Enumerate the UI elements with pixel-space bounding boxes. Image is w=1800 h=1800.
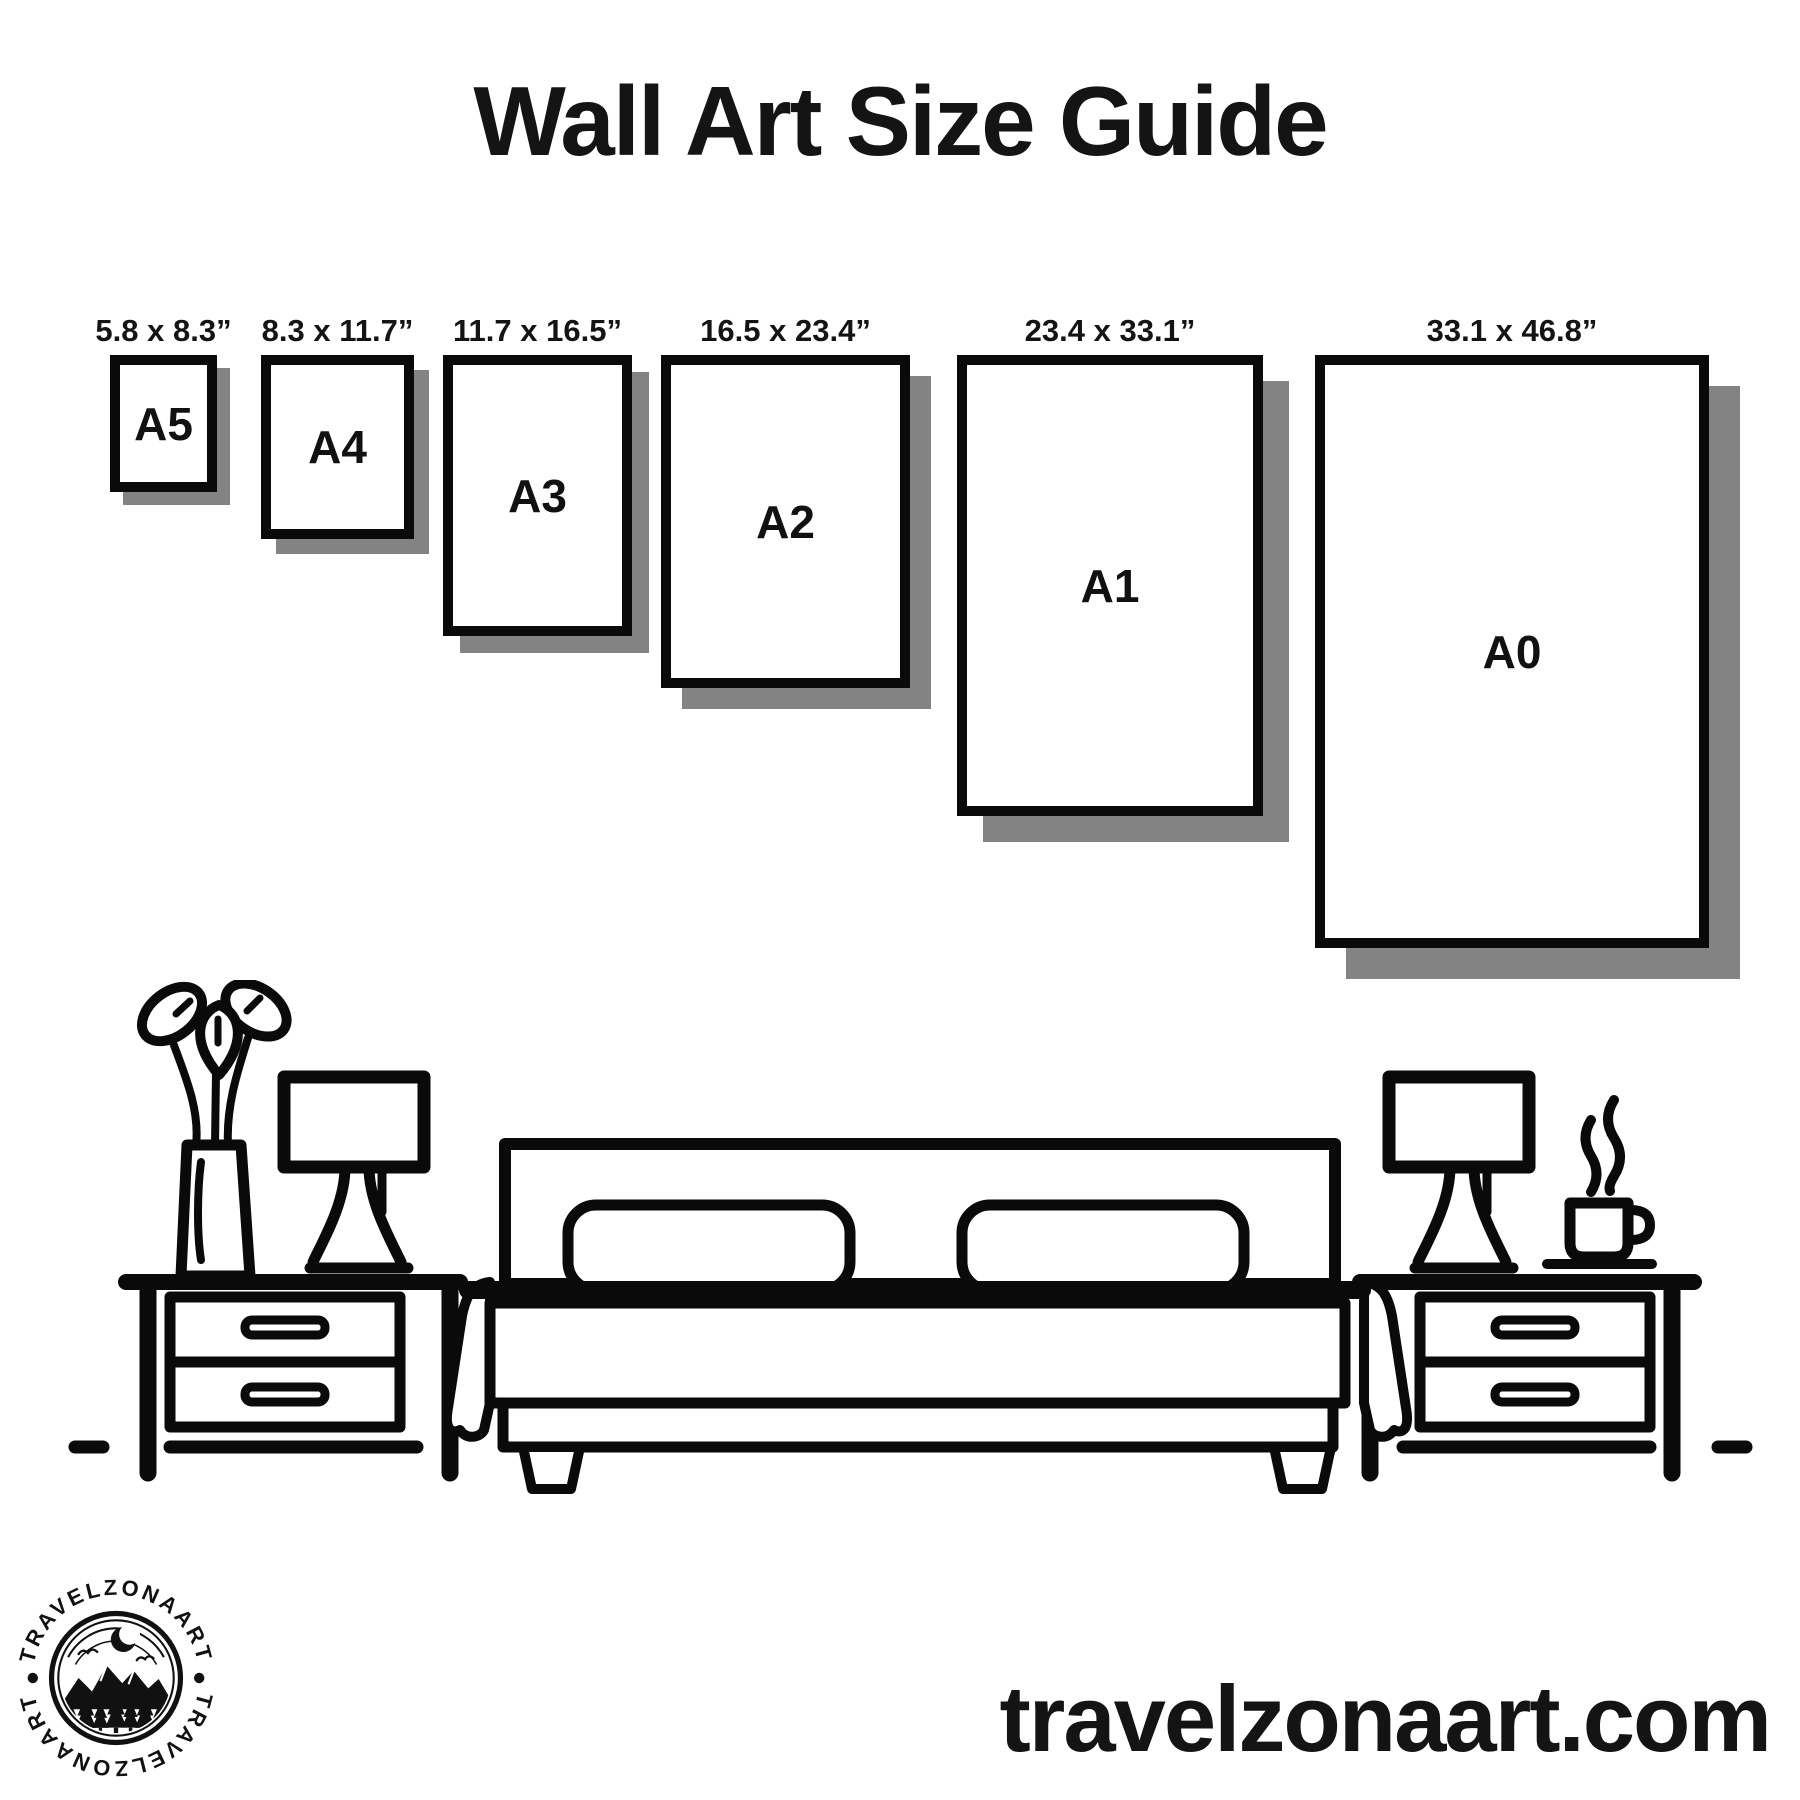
logo-brand-text-top: TRAVELZONAART [14, 1574, 218, 1666]
size-code-a2: A2 [756, 495, 815, 548]
page-title: Wall Art Size Guide [473, 66, 1327, 176]
logo-brand-text-bottom: TRAVELZONAART [14, 1690, 218, 1782]
blanket [490, 1303, 1345, 1403]
size-frame-a5 [95, 313, 232, 492]
size-dimensions-a1: 23.4 x 33.1” [1024, 313, 1196, 348]
size-dimensions-a2: 16.5 x 23.4” [700, 313, 871, 348]
logo-dot-right [194, 1673, 204, 1683]
size-code-a4: A4 [308, 421, 367, 473]
lamp-shade [284, 1077, 424, 1167]
size-code-a3: A3 [508, 469, 567, 522]
size-code-a0: A0 [1482, 625, 1542, 678]
website-url: travelzonaart.com [999, 1666, 1770, 1771]
logo-dot-left [28, 1673, 38, 1683]
size-dimensions-a5: 5.8 x 8.3” [95, 313, 232, 348]
brand-logo [12, 1574, 220, 1782]
table-lamp-right [1389, 1077, 1529, 1268]
vase [181, 1145, 250, 1276]
size-frame-a1 [957, 313, 1263, 816]
table-lamp-left [284, 1077, 424, 1268]
bed-base [503, 1403, 1333, 1447]
bed-leg-right [1274, 1447, 1331, 1489]
size-frame-a3 [443, 313, 632, 636]
blanket-drape-right [1364, 1282, 1407, 1437]
size-frame-a4 [261, 313, 414, 539]
size-dimensions-a3: 11.7 x 16.5” [453, 313, 622, 348]
coffee-mug [1547, 1100, 1652, 1264]
vase-plant [132, 980, 297, 1276]
steam-icon [1586, 1100, 1621, 1192]
size-code-a5: A5 [134, 397, 193, 450]
size-dimensions-a0: 33.1 x 46.8” [1426, 313, 1598, 348]
size-frame-a0 [1315, 313, 1709, 948]
size-code-a1: A1 [1080, 559, 1140, 612]
bed [447, 1144, 1407, 1489]
birds-icon [79, 1650, 154, 1661]
mug-body [1570, 1203, 1628, 1257]
bed-leg-left [523, 1447, 580, 1489]
size-dimensions-a4: 8.3 x 11.7” [261, 313, 414, 348]
pillow-left [568, 1205, 850, 1290]
pillow-right [962, 1205, 1244, 1290]
bedroom-illustration [0, 980, 1800, 1540]
size-frame-a2 [661, 313, 910, 688]
